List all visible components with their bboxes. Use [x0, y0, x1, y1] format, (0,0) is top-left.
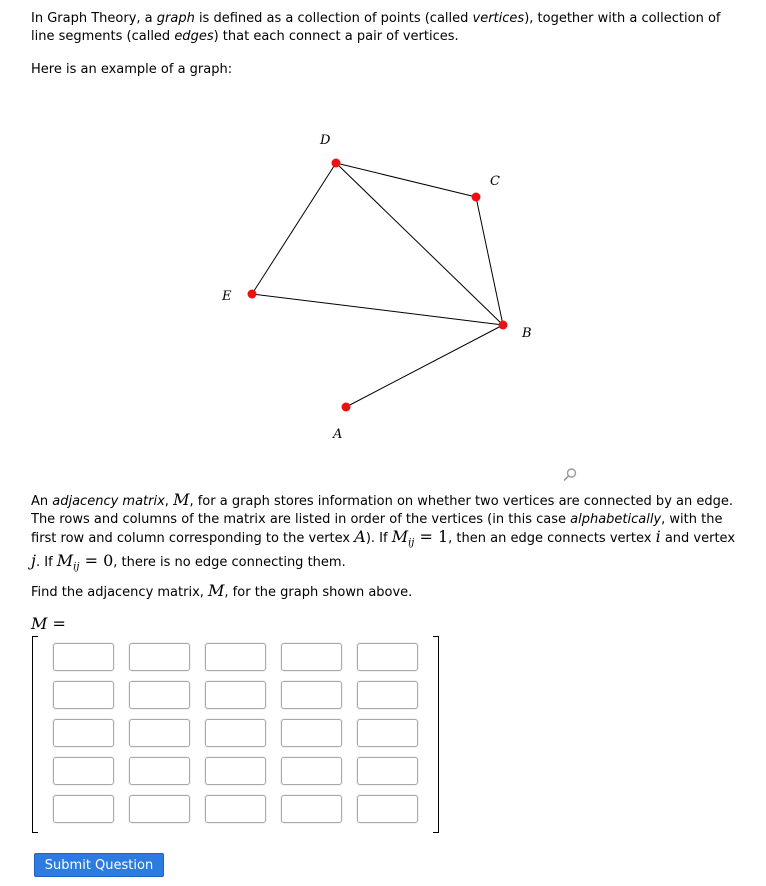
matrix-cell-r2-c2[interactable]	[129, 681, 190, 709]
adjacency-text: , with the first row and column corresponding to the vertex	[31, 511, 723, 546]
intro-text: ), together with a collection of line segments (called	[31, 11, 721, 44]
intro-text: In Graph Theory, a	[31, 11, 157, 26]
edge-e-b	[252, 294, 503, 325]
magnifier-icon[interactable]	[562, 467, 578, 483]
question-part: Find the adjacency matrix,	[31, 585, 209, 600]
math-a: A	[354, 527, 366, 546]
term-vertices: vertices	[472, 11, 525, 26]
matrix-cell-r4-c3[interactable]	[205, 757, 266, 785]
term-alphabetically: alphabetically	[570, 511, 662, 527]
matrix-cell-r1-c1[interactable]	[53, 643, 114, 671]
matrix-cell-r3-c2[interactable]	[129, 719, 190, 747]
intro-text: is defined as a collection of points (called	[194, 11, 473, 26]
math-m: M	[173, 490, 190, 509]
question-part: , for the graph shown above.	[224, 585, 413, 600]
matrix-cell-r4-c5[interactable]	[357, 757, 418, 785]
submit-question-button[interactable]: Submit Question	[34, 853, 164, 877]
vertex-c	[472, 193, 481, 202]
matrix-cell-r2-c1[interactable]	[53, 681, 114, 709]
question-text	[31, 582, 736, 602]
matrix-cell-r5-c1[interactable]	[53, 795, 114, 823]
vertex-label-a: A	[333, 427, 343, 442]
vertex-a	[342, 403, 351, 412]
edge-a-b	[346, 325, 503, 407]
matrix-cell-r3-c3[interactable]	[205, 719, 266, 747]
matrix-cell-r1-c4[interactable]	[281, 643, 342, 671]
term-graph: graph	[156, 11, 195, 26]
vertex-label-e: E	[222, 289, 232, 304]
matrix-cell-r4-c4[interactable]	[281, 757, 342, 785]
intro-text: ) that each connect a pair of vertices.	[213, 28, 459, 44]
matrix-bracket-right	[433, 636, 439, 833]
math-equals: =	[47, 614, 66, 633]
term-adjacency-matrix: adjacency matrix	[52, 494, 165, 509]
matrix-cell-r5-c3[interactable]	[205, 795, 266, 823]
matrix-cell-r2-c5[interactable]	[357, 681, 418, 709]
matrix-cell-r5-c5[interactable]	[357, 795, 418, 823]
matrix-label	[31, 614, 66, 633]
vertex-b	[499, 321, 508, 330]
math-mij: M	[56, 551, 74, 571]
vertex-label-d: D	[320, 133, 331, 148]
matrix-cell-r3-c5[interactable]	[357, 719, 418, 747]
adjacency-paragraph	[31, 491, 736, 576]
adjacency-text: ,	[164, 494, 174, 509]
math-j: j	[31, 551, 36, 571]
matrix-cell-r2-c4[interactable]	[281, 681, 342, 709]
math-subscript: ij	[73, 561, 80, 573]
matrix-cell-r5-c4[interactable]	[281, 795, 342, 823]
edge-c-b	[476, 197, 503, 325]
math-subscript: ij	[408, 537, 415, 549]
vertex-e	[248, 290, 257, 299]
matrix-cell-r1-c2[interactable]	[129, 643, 190, 671]
matrix-cell-r4-c1[interactable]	[53, 757, 114, 785]
term-edges: edges	[174, 28, 214, 44]
math-mij: M	[391, 527, 409, 546]
math-equals-zero: = 0	[79, 551, 114, 571]
adjacency-text: and vertex	[660, 531, 736, 546]
matrix-cell-r3-c4[interactable]	[281, 719, 342, 747]
edge-d-c	[336, 163, 476, 197]
vertex-label-c: C	[490, 174, 500, 189]
vertex-label-b: B	[522, 326, 532, 341]
matrix-cell-r3-c1[interactable]	[53, 719, 114, 747]
adjacency-text: , then an edge connects vertex	[448, 531, 656, 546]
math-equals-one: = 1	[414, 527, 449, 546]
math-m: M	[208, 581, 225, 600]
matrix-cell-r5-c2[interactable]	[129, 795, 190, 823]
edge-d-b	[336, 163, 503, 325]
adjacency-text: An	[31, 494, 53, 509]
example-heading: Here is an example of a graph:	[31, 62, 233, 77]
adjacency-text: , for a graph stores information on whether two vertices are connected by an edge. The rows and columns of the matrix are listed in order of the vertices (in this case	[31, 494, 733, 527]
math-i: i	[655, 527, 661, 546]
matrix-cell-r1-c5[interactable]	[357, 643, 418, 671]
adjacency-text: ). If	[365, 531, 392, 546]
math-m: M	[31, 614, 48, 633]
matrix-bracket-left	[32, 636, 38, 833]
matrix-cell-r4-c2[interactable]	[129, 757, 190, 785]
edge-d-e	[252, 163, 336, 294]
matrix-cell-r1-c3[interactable]	[205, 643, 266, 671]
adjacency-text: . If	[35, 555, 57, 571]
adjacency-text: , there is no edge connecting them.	[113, 555, 346, 571]
vertex-d	[332, 159, 341, 168]
matrix-cell-r2-c3[interactable]	[205, 681, 266, 709]
